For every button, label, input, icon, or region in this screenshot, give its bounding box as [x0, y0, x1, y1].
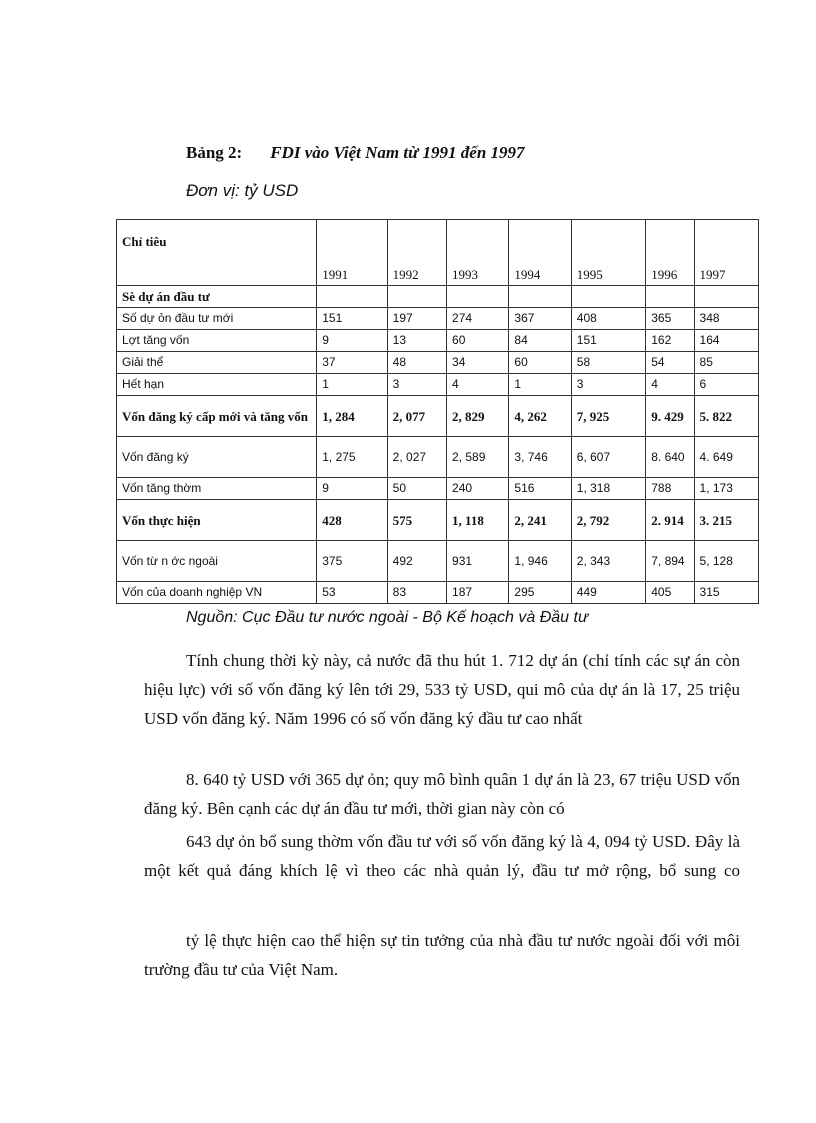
- cell: 365: [646, 308, 694, 330]
- cell: 7, 925: [571, 396, 645, 437]
- cell: 3: [571, 374, 645, 396]
- table-row: [117, 541, 759, 582]
- cell: 5, 128: [694, 541, 758, 582]
- cell: 9: [317, 478, 387, 500]
- row-label: Số dự ỏn đầu tư mới: [117, 308, 317, 330]
- cell: 1, 275: [317, 437, 387, 478]
- table-caption: FDI vào Việt Nam từ 1991 đến 1997: [270, 143, 525, 162]
- cell: 37: [317, 352, 387, 374]
- cell: 3: [387, 374, 446, 396]
- table-row: [117, 437, 759, 478]
- source-note: Nguồn: Cục Đầu tư nước ngoài - Bộ Kế hoạch và Đầu tư: [186, 609, 589, 626]
- cell: 1: [317, 374, 387, 396]
- table-row: [117, 308, 759, 330]
- cell: 85: [694, 352, 758, 374]
- cell: 151: [571, 330, 645, 352]
- cell: 54: [646, 352, 694, 374]
- cell: 295: [509, 582, 571, 604]
- cell: 367: [509, 308, 571, 330]
- cell: 408: [571, 308, 645, 330]
- cell: 375: [317, 541, 387, 582]
- cell: 2, 343: [571, 541, 645, 582]
- table-row: [117, 478, 759, 500]
- cell: 2, 241: [509, 500, 571, 541]
- cell: 34: [447, 352, 509, 374]
- table-row: [117, 352, 759, 374]
- year-header: 1994: [509, 220, 571, 286]
- cell: [571, 286, 645, 308]
- cell: 6: [694, 374, 758, 396]
- cell: 164: [694, 330, 758, 352]
- cell: 83: [387, 582, 446, 604]
- cell: 13: [387, 330, 446, 352]
- row-label: Vốn từ n ớc ngoài: [117, 541, 317, 582]
- row-label: Sè dự án đầu tư: [117, 286, 317, 308]
- cell: 58: [571, 352, 645, 374]
- table-number: Bảng 2:: [186, 143, 243, 162]
- cell: 492: [387, 541, 446, 582]
- year-header: 1993: [447, 220, 509, 286]
- cell: 4: [646, 374, 694, 396]
- row-label: Giải thể: [117, 352, 317, 374]
- cell: 7, 894: [646, 541, 694, 582]
- cell: 50: [387, 478, 446, 500]
- year-header: 1991: [317, 220, 387, 286]
- cell: 197: [387, 308, 446, 330]
- cell: 5. 822: [694, 396, 758, 437]
- cell: 1, 284: [317, 396, 387, 437]
- cell: 9. 429: [646, 396, 694, 437]
- cell: 2. 914: [646, 500, 694, 541]
- cell: 274: [447, 308, 509, 330]
- cell: 60: [509, 352, 571, 374]
- cell: 4. 649: [694, 437, 758, 478]
- cell: 9: [317, 330, 387, 352]
- cell: 4, 262: [509, 396, 571, 437]
- body-paragraph: 643 dự ỏn bổ sung thờm vốn đầu tư với số vốn đăng ký là 4, 094 tỷ USD. Đây là một kết quả đáng khích lệ vì theo các nhà quản lý, đầu tư mở rộng, bổ sung co: [144, 832, 740, 880]
- cell: 405: [646, 582, 694, 604]
- cell: 516: [509, 478, 571, 500]
- table-row: [117, 330, 759, 352]
- table-title: [186, 143, 525, 163]
- cell: 48: [387, 352, 446, 374]
- cell: 6, 607: [571, 437, 645, 478]
- cell: 449: [571, 582, 645, 604]
- cell: [447, 286, 509, 308]
- cell: 1, 173: [694, 478, 758, 500]
- cell: 162: [646, 330, 694, 352]
- row-label: Lợt tăng vốn: [117, 330, 317, 352]
- table-row: [117, 286, 759, 308]
- cell: 788: [646, 478, 694, 500]
- unit-note: Đơn vị: tỷ USD: [186, 181, 299, 200]
- row-label: Vốn tăng thờm: [117, 478, 317, 500]
- fdi-table: [116, 219, 759, 604]
- year-header: 1996: [646, 220, 694, 286]
- year-header: 1992: [387, 220, 446, 286]
- year-header: 1997: [694, 220, 758, 286]
- cell: 151: [317, 308, 387, 330]
- body-paragraph: 8. 640 tỷ USD với 365 dự ỏn; quy mô bình quân 1 dự án là 23, 67 triệu USD vốn đăng ký. Bên cạnh các dự án đầu tư mới, thời gian này còn có: [144, 770, 740, 818]
- cell: [509, 286, 571, 308]
- cell: 3, 746: [509, 437, 571, 478]
- table-row: [117, 582, 759, 604]
- header-label: Chỉ tiêu: [117, 220, 317, 286]
- cell: 931: [447, 541, 509, 582]
- cell: 1: [509, 374, 571, 396]
- row-label: Vốn đăng ký: [117, 437, 317, 478]
- cell: [387, 286, 446, 308]
- cell: [317, 286, 387, 308]
- table-row: [117, 374, 759, 396]
- cell: [694, 286, 758, 308]
- cell: 315: [694, 582, 758, 604]
- cell: 2, 077: [387, 396, 446, 437]
- year-header: 1995: [571, 220, 645, 286]
- row-label: Vốn thực hiện: [117, 500, 317, 541]
- table-row: [117, 500, 759, 541]
- cell: 2, 589: [447, 437, 509, 478]
- cell: 575: [387, 500, 446, 541]
- cell: 4: [447, 374, 509, 396]
- cell: 348: [694, 308, 758, 330]
- body-paragraph: Tính chung thời kỳ này, cả nước đã thu hút 1. 712 dự án (chỉ tính các sự án còn hiệu lực) với số vốn đăng ký lên tới 29, 533 tỷ USD, qui mô của dự án là 17, 25 triệu USD vốn đăng ký. Năm 1996 có số vốn đăng ký đầu tư cao nhất: [144, 651, 740, 728]
- cell: [646, 286, 694, 308]
- header-row: [117, 220, 759, 286]
- cell: 2, 829: [447, 396, 509, 437]
- cell: 60: [447, 330, 509, 352]
- cell: 1, 318: [571, 478, 645, 500]
- cell: 2, 792: [571, 500, 645, 541]
- row-label: Hết hạn: [117, 374, 317, 396]
- cell: 187: [447, 582, 509, 604]
- cell: 1, 118: [447, 500, 509, 541]
- cell: 240: [447, 478, 509, 500]
- cell: 53: [317, 582, 387, 604]
- cell: 2, 027: [387, 437, 446, 478]
- cell: 1, 946: [509, 541, 571, 582]
- row-label: Vốn đăng ký cấp mới và tăng vốn: [117, 396, 317, 437]
- cell: 84: [509, 330, 571, 352]
- table-row: [117, 396, 759, 437]
- cell: 8. 640: [646, 437, 694, 478]
- row-label: Vốn của doanh nghiệp VN: [117, 582, 317, 604]
- cell: 3. 215: [694, 500, 758, 541]
- cell: 428: [317, 500, 387, 541]
- body-paragraph: tỷ lệ thực hiện cao thể hiện sự tin tưởng của nhà đầu tư nước ngoài đối với môi trường đầu tư của Việt Nam.: [144, 931, 740, 979]
